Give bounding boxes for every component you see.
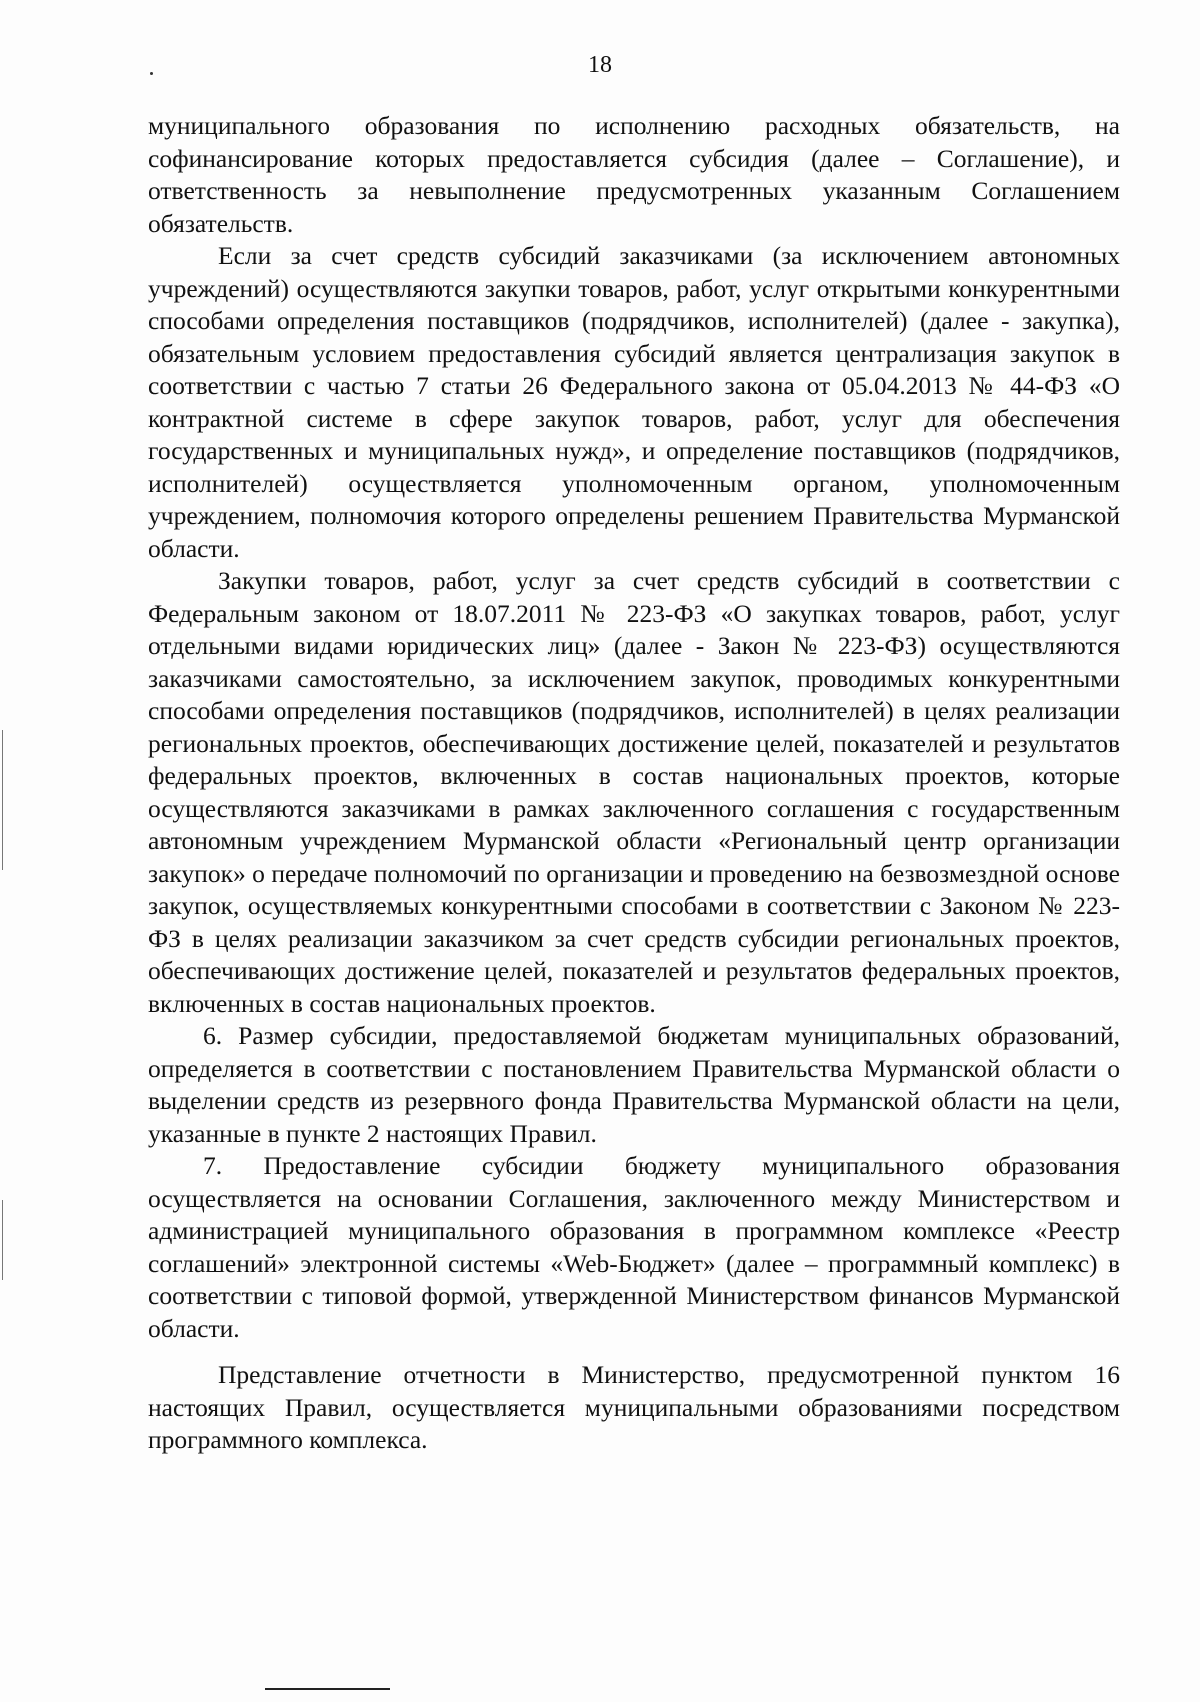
- paragraph-continuation: муниципального образования по исполнению расходных обязательств, на софинансирование которых предоставляется субсидия (далее – Соглашение), и ответственность за невыполнение предусмотренных указанным Соглашением обязательств.: [148, 111, 1120, 238]
- footnote-separator: [265, 1688, 390, 1690]
- paragraph-reporting: Представление отчетности в Министерство, предусмотренной пунктом 16 настоящих Правил, осуществляется муниципальными образованиями посредством программного комплекса.: [148, 1360, 1120, 1454]
- paragraph-item-7: 7. Предоставление субсидии бюджету муниципального образования осуществляется на основании Соглашения, заключенного между Министерством и администрацией муниципального образования в программном комплексе «Реестр соглашений» электронной системы «Web-Бюджет» (далее – программный комплекс) в соответствии с типовой формой, утвержденной Министерством финансов Мурманской области.: [148, 1151, 1120, 1343]
- scan-margin-mark: [2, 1200, 3, 1280]
- page-number: 18: [588, 52, 612, 78]
- document-body: [148, 110, 1120, 1457]
- scan-margin-mark: [2, 730, 3, 870]
- paragraph-item-6: 6. Размер субсидии, предоставляемой бюджетам муниципальных образований, определяется в соответствии с постановлением Правительства Мурманской области о выделении средств из резервного фонда Правительства Мурманской области на цели, указанные в пункте 2 настоящих Правил.: [148, 1021, 1120, 1148]
- paragraph-223fz-procurement: Закупки товаров, работ, услуг за счет средств субсидий в соответствии с Федеральным законом от 18.07.2011 № 223-ФЗ «О закупках товаров, работ, услуг отдельными видами юридических лиц» (далее - Закон № 223-ФЗ) осуществляются заказчиками самостоятельно, за исключением закупок, проводимых конкурентными способами определения поставщиков (подрядчиков, исполнителей) в целях реализации региональных проектов, обеспечивающих достижение целей, показателей и результатов федеральных проектов, включенных в состав национальных проектов, которые осуществляются заказчиками в рамках заключенного соглашения с государственным автономным учреждением Мурманской области «Региональный центр организации закупок» о передаче полномочий по организации и проведению на безвозмездной основе закупок, осуществляемых конкурентными способами в соответствии с Законом № 223-ФЗ в целях реализации заказчиком за счет средств субсидии региональных проектов, обеспечивающих достижение целей, показателей и результатов федеральных проектов, включенных в состав национальных проектов.: [148, 566, 1120, 1018]
- paragraph-procurement-centralization: Если за счет средств субсидий заказчиками (за исключением автономных учреждений) осуществляются закупки товаров, работ, услуг открытыми конкурентными способами определения поставщиков (подрядчиков, исполнителей) (далее - закупка), обязательным условием предоставления субсидий является централизация закупок в соответствии с частью 7 статьи 26 Федерального закона от 05.04.2013 № 44-ФЗ «О контрактной системе в сфере закупок товаров, работ, услуг для обеспечения государственных и муниципальных нужд», и определение поставщиков (подрядчиков, исполнителей) осуществляется уполномоченным органом, уполномоченным учреждением, полномочия которого определены решением Правительства Мурманской области.: [148, 241, 1120, 563]
- scan-dot: [150, 72, 153, 75]
